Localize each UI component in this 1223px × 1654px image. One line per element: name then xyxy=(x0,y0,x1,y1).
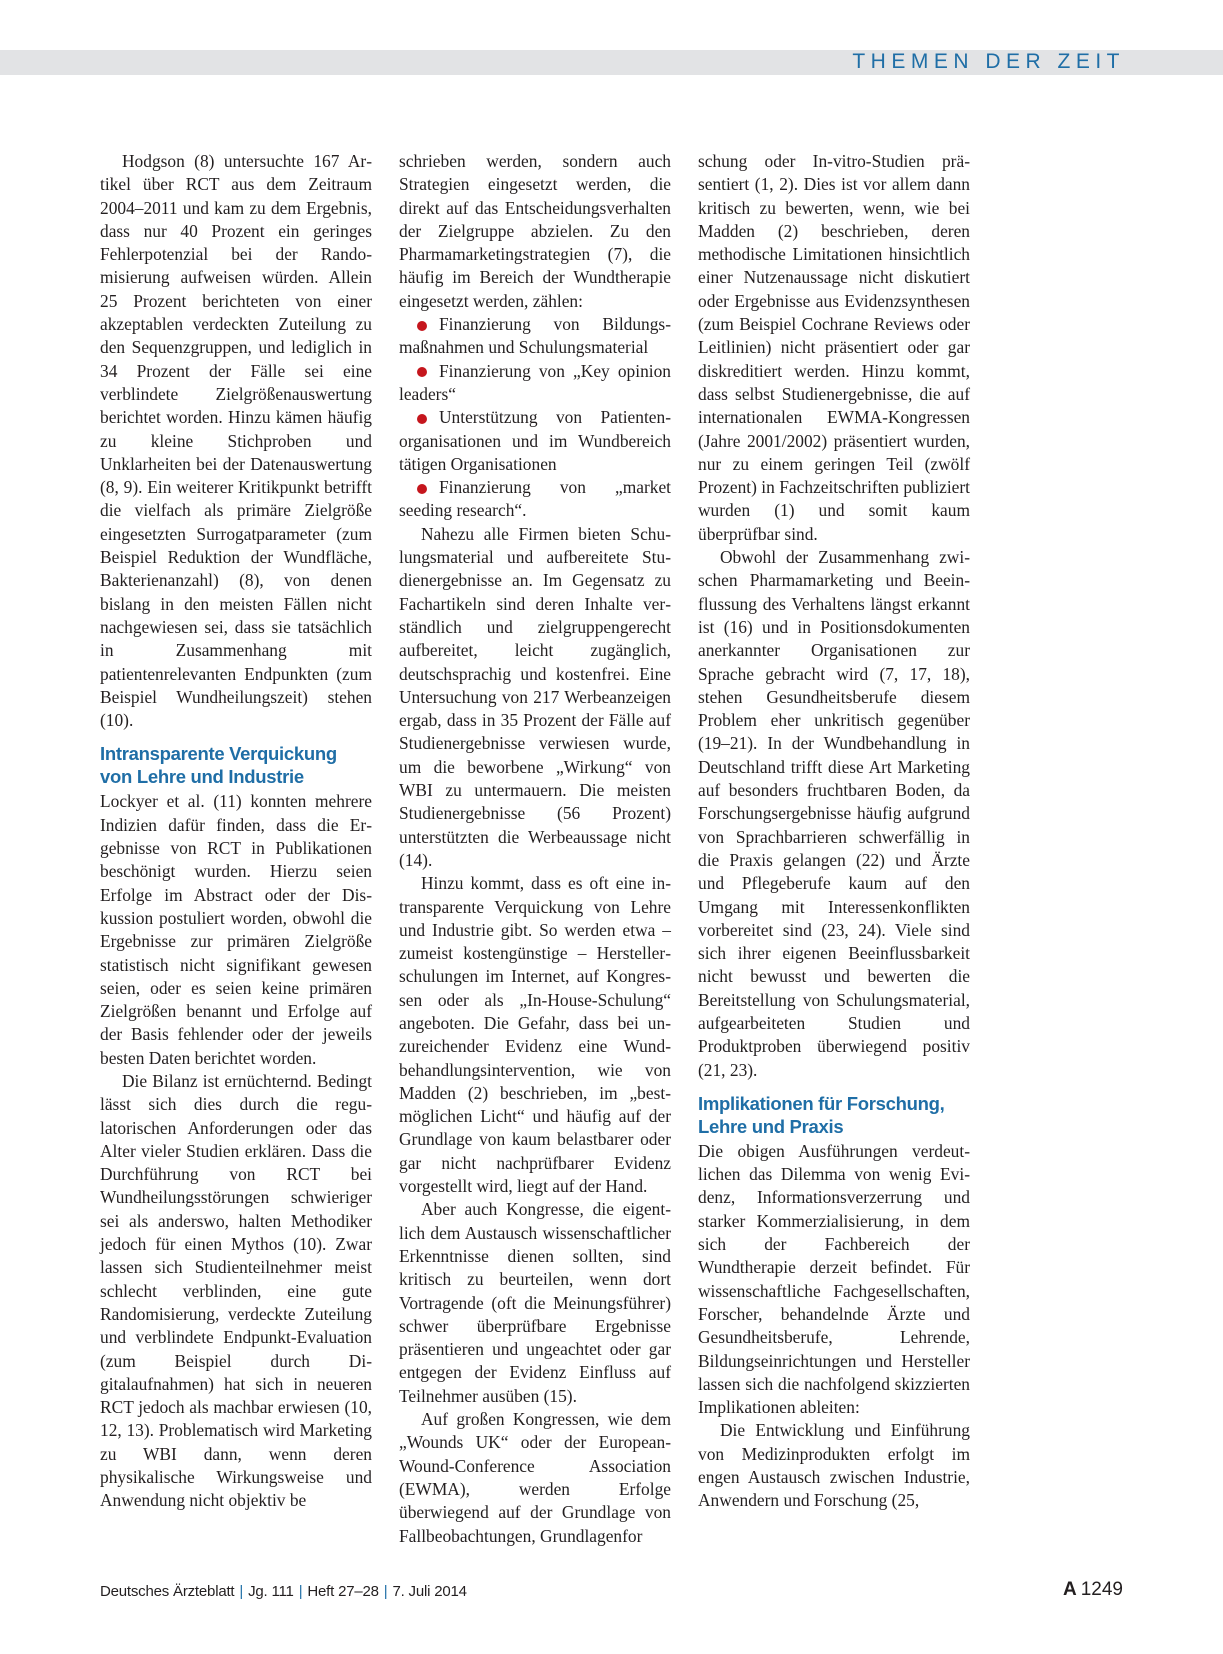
list-item-text: Finanzierung von Bildungsmaßnahmen und Schulungsmaterial xyxy=(399,314,671,358)
journal-date: 7. Juli 2014 xyxy=(392,1583,467,1600)
journal-issue: Heft 27–28 xyxy=(307,1583,379,1600)
paragraph: Aber auch Kongresse, die eigentlich dem Austausch wissenschaftlicher Erkenntnisse dienen sollten, sind kritisch zu beurteilen, wenn dort Vortragende (oft die Meinungsführer) schwer überprüfbare Ergebnisse präsentieren und ungeachtet oder gar entgegen der Evidenz Einfluss auf Teilnehmer ausüben (15). xyxy=(399,1199,671,1406)
list-item-text: Finanzierung von „market seeding research“. xyxy=(399,477,671,521)
text-column-1 xyxy=(100,150,372,1513)
bullet-dot-icon xyxy=(417,484,427,494)
bullet-dot-icon xyxy=(417,367,427,377)
paragraph: Lockyer et al. (11) konnten mehrere Indizien dafür finden, dass die Ergebnisse von RCT in Publikationen beschönigt wurden. Hierzu seien Erfolge im Abstract oder der Diskussion postuliert worden, obwohl die Ergebnisse zur primären Zielgröße statistisch nicht signifikant gewesen seien, oder es seien keine primären Zielgrößen benannt und Erfolge auf der Basis fehlender oder der jeweils besten Daten berichtet worden. xyxy=(100,791,372,1068)
page-number xyxy=(1063,1579,1123,1601)
paragraph: schung oder In-vitro-Studien präsentiert (1, 2). Dies ist vor allem dann kritisch zu bewerten, wenn, wie bei Madden (2) beschrieben, deren methodische Limitationen hinsichtlich einer Nutzenaussage nicht diskutiert oder Ergebnisse aus Evidenzsynthesen (zum Beispiel Cochrane Reviews oder Leitlinien) nicht präsentiert oder gar diskreditiert werden. Hinzu kommt, dass selbst Studienergebnisse, die auf internationalen EWMA-Kongressen (Jahre 2001/2002) präsentiert wurden, nur zu einem geringen Teil (zwölf Prozent) in Fachzeitschriften publiziert wurden (1) und somit kaum überprüfbar sind. xyxy=(698,151,970,544)
page-number-value: 1249 xyxy=(1080,1579,1123,1600)
list-item xyxy=(399,476,671,523)
list-item-text: Unterstützung von Patientenorganisationen und im Wundbereich tätigen Organisationen xyxy=(399,407,671,474)
paragraph: schrieben werden, sondern auch Strategien eingesetzt werden, die direkt auf das Entscheidungsverhalten der Zielgruppe abzielen. Zu den Pharmamarketingstrategien (7), die häufig im Bereich der Wundtherapie eingesetzt werden, zählen: xyxy=(399,151,671,311)
paragraph: Hodgson (8) untersuchte 167 Artikel über RCT aus dem Zeitraum 2004–2011 und kam zu dem Ergebnis, dass nur 40 Prozent ein geringes Fehlerpotenzial bei der Randomisierung aufweisen würden. Allein 25 Prozent berichteten von einer akzeptablen verdeckten Zuteilung zu den Sequenzgruppen, und lediglich in 34 Prozent der Fälle sei eine verblindete Zielgrößenauswertung berichtet worden. Hinzu kämen häufig zu kleine Stichproben und Unklarheiten bei der Datenauswertung (8, 9). Ein weiterer Kritikpunkt betrifft die vielfach als primäre Zielgröße eingesetzten Surrogatparameter (zum Beispiel Reduktion der Wundfläche, Bakterienanzahl) (8), von denen bislang in den meisten Fällen nicht nachgewiesen sei, dass sie tatsächlich in Zusammenhang mit patientenrelevanten Endpunkten (zum Beispiel Wundheilungszeit) stehen (10). xyxy=(100,151,372,731)
list-item-text: Finanzierung von „Key opinion leaders“ xyxy=(399,360,671,404)
paragraph: Obwohl der Zusammenhang zwischen Pharmamarketing und Beeinflussung des Verhaltens längst erkannt ist (16) und in Positionsdokumenten anerkannter Organisationen zur Sprache gebracht wird (7, 17, 18), stehen Gesundheitsberufe diesem Problem eher unkritisch gegenüber (19–21). In der Wundbehandlung in Deutschland trifft diese Art Marketing auf besonders fruchtbaren Boden, da Forschungsergebnisse häufig aufgrund von Sprachbarrieren schwerfällig in die Praxis gelangen (22) und Ärzte und Pflegeberufe kaum auf den Umgang mit Interessenkonflikten vorbereitet sind (23, 24). Viele sind sich ihrer eigenen Beeinflussbarkeit nicht bewusst und bewerten die Bereitstellung von Schulungsmaterial, aufgearbeiteten Studien und Produktproben überwiegend positiv (21, 23). xyxy=(698,547,970,1080)
separator: | xyxy=(239,1583,244,1600)
list-item xyxy=(399,313,671,360)
paragraph: Die obigen Ausführungen verdeutlichen das Dilemma von wenig Evidenz, Informationsverzerrung und starker Kommerzialisierung, in dem sich der Fachbereich der Wundtherapie derzeit befindet. Für wissenschaftliche Fachgesellschaften, Forscher, behandelnde Ärzte und Gesundheitsberufe, Lehrende, Bildungseinrichtungen und Hersteller lassen sich die nachfolgend skizzierten Implikationen ableiten: xyxy=(698,1140,970,1418)
paragraph: Die Bilanz ist ernüchternd. Bedingt lässt sich dies durch die regulatorischen Anforderungen oder das Alter vieler Studien erklären. Dass die Durchführung von RCT bei Wundheilungsstörungen schwieriger sei als anderswo, halten Methodiker jedoch für einen Mythos (10). Zwar lassen sich Studienteilnehmer meist schlecht verblinden, eine gute Randomisierung, verdeckte Zuteilung und verblindete Endpunkt-Evaluation (zum Beispiel durch Digitalaufnahmen) hat sich in neueren RCT jedoch als machbar erwiesen (10, 12, 13). Problematisch wird Marketing zu WBI dann, wenn deren physikalische Wirkungsweise und Anwendung nicht objektiv be xyxy=(100,1070,372,1511)
section-heading: Implikationen für Forschung, Lehre und Praxis xyxy=(698,1092,945,1137)
journal-name: Deutsches Ärzteblatt xyxy=(100,1583,235,1600)
paragraph: Die Entwicklung und Einführung von Medizinprodukten erfolgt im engen Austausch zwischen Industrie, Anwendern und Forschung (25, xyxy=(698,1420,970,1511)
paragraph: Auf großen Kongressen, wie dem „Wounds UK“ oder der European-Wound-Conference Association (EWMA), werden Erfolge überwiegend auf der Grundlage von Fallbeobachtungen, Grundlagenfor xyxy=(399,1409,671,1546)
bullet-dot-icon xyxy=(417,414,427,424)
list-item xyxy=(399,360,671,407)
text-column-2 xyxy=(399,150,671,1548)
journal-volume: Jg. 111 xyxy=(248,1583,294,1600)
section-heading: Intransparente Verquickung von Lehre und Industrie xyxy=(100,743,337,788)
page-footer xyxy=(100,1583,467,1600)
separator: | xyxy=(298,1583,303,1600)
separator: | xyxy=(383,1583,388,1600)
bullet-list xyxy=(399,313,671,523)
section-label: THEMEN DER ZEIT xyxy=(852,50,1125,73)
bullet-dot-icon xyxy=(417,321,427,331)
paragraph: Hinzu kommt, dass es oft eine intransparente Verquickung von Lehre und Industrie gibt. So werden etwa – zumeist kostengünstige – Herstellerschulungen im Internet, auf Kongressen oder als „In-House-Schulung“ angeboten. Die Gefahr, dass bei unzureichender Evidenz eine Wundbehandlungsintervention, wie von Madden (2) beschrieben, im „bestmöglichen Licht“ und häufig auf der Grundlage von kaum belastbarer oder gar nicht nachprüfbarer Evidenz vorgestellt wird, liegt auf der Hand. xyxy=(399,873,671,1197)
page-number-letter: A xyxy=(1062,1579,1077,1600)
paragraph: Nahezu alle Firmen bieten Schulungsmaterial und aufbereitete Studienergebnisse an. Im Gegensatz zu Fachartikeln sind deren Inhalte verständlich und zielgruppengerecht aufbereitet, leicht zugänglich, deutschsprachig und kostenfrei. Eine Untersuchung von 217 Werbeanzeigen ergab, dass in 35 Prozent der Fälle auf Studienergebnisse verwiesen wurde, um die beworbene „Wirkung“ von WBI zu untermauern. Die meisten Studienergebnisse (56 Prozent) unterstützten die Werbeaussage nicht (14). xyxy=(399,523,671,870)
list-item xyxy=(399,406,671,476)
text-column-3 xyxy=(698,150,970,1513)
